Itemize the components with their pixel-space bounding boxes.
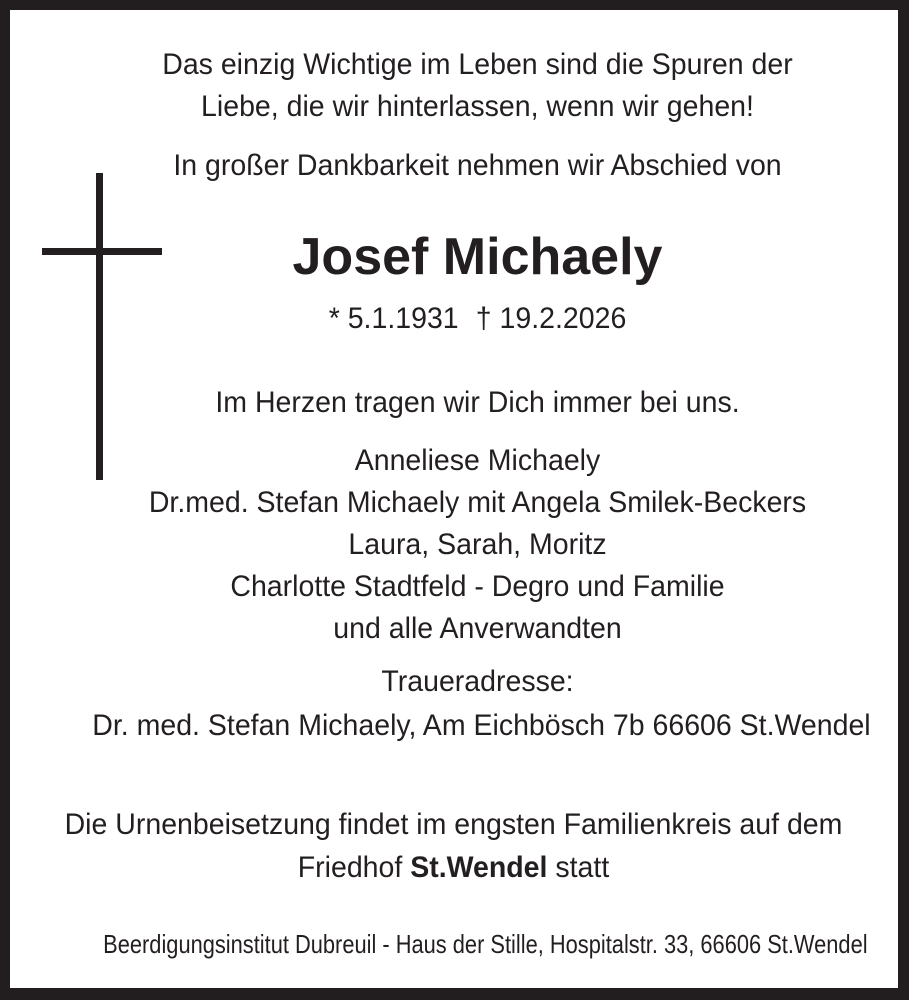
mourner-line: und alle Anverwandten	[333, 612, 622, 645]
intro-line: In großer Dankbarkeit nehmen wir Abschied von	[173, 149, 782, 182]
burial-prefix: Friedhof	[297, 851, 411, 884]
mourning-address-label: Traueradresse:	[381, 665, 574, 698]
mourner-line: Dr.med. Stefan Michaely mit Angela Smilek-Beckers	[148, 486, 807, 519]
death-date: † 19.2.2026	[475, 302, 627, 335]
burial-info-line-2	[42, 850, 866, 886]
mourner-line: Laura, Sarah, Moritz	[348, 528, 607, 561]
life-dates	[92, 301, 862, 337]
remembrance-line: Im Herzen tragen wir Dich immer bei uns.	[215, 386, 740, 419]
burial-suffix: statt	[547, 851, 610, 884]
deceased-name: Josef Michaely	[292, 228, 663, 286]
burial-place: St.Wendel	[410, 851, 548, 884]
mourner-line: Anneliese Michaely	[354, 444, 601, 477]
mourning-address: Dr. med. Stefan Michaely, Am Eichbösch 7b 66606 St.Wendel	[92, 709, 871, 742]
obituary-paper	[10, 10, 898, 988]
quote-line-1: Das einzig Wichtige im Leben sind die Spuren der	[162, 48, 793, 81]
birth-date: * 5.1.1931	[328, 302, 459, 335]
funeral-home-line: Beerdigungsinstitut Dubreuil - Haus der Stille, Hospitalstr. 33, 66606 St.Wendel	[103, 929, 868, 959]
burial-info-line-1: Die Urnenbeisetzung findet im engsten Familienkreis auf dem	[64, 808, 843, 841]
mourner-line: Charlotte Stadtfeld - Degro und Familie	[230, 570, 725, 603]
quote-line-2: Liebe, die wir hinterlassen, wenn wir gehen!	[201, 90, 754, 123]
